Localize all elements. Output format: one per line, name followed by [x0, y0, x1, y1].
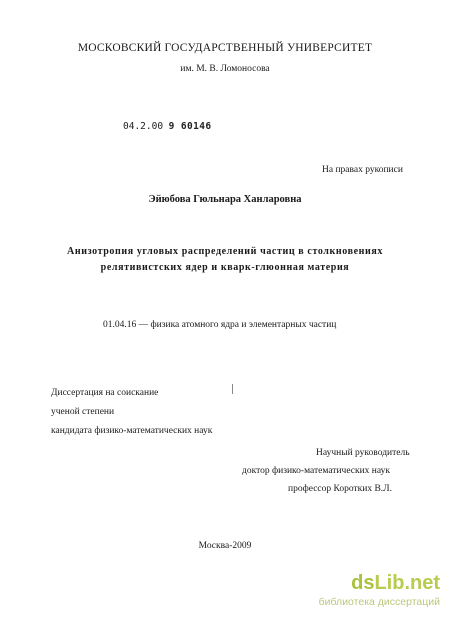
- manuscript-rights: На правах рукописи: [322, 165, 403, 175]
- dissertation-line-2: ученой степени: [51, 407, 115, 417]
- city-year: Москва-2009: [198, 541, 252, 551]
- watermark-logo-prefix: ds: [351, 572, 375, 594]
- named-after: им. М. В. Ломоносова: [180, 64, 270, 74]
- watermark-subtitle: библиотека диссертаций: [318, 596, 440, 608]
- scan-mark: [232, 384, 233, 394]
- watermark-logo-suffix: Lib.net: [374, 572, 440, 594]
- supervisor-line-3: профессор Коротких В.Л.: [288, 484, 392, 494]
- thesis-title-line-1: Анизотропия угловых распределений частиц в столкновениях: [67, 246, 383, 257]
- specialty-code: 01.04.16 — физика атомного ядра и элементарных частиц: [103, 320, 337, 330]
- author-name: Эйюбова Гюльнара Ханларовна: [148, 194, 302, 205]
- dissertation-line-3: кандидата физико-математических наук: [51, 426, 213, 436]
- dissertation-line-1: Диссертация на соискание: [51, 388, 159, 398]
- thesis-title-line-2: релятивистских ядер и кварк-глюонная материя: [100, 262, 350, 273]
- stamp-code-1: 04.2.00: [123, 121, 164, 132]
- supervisor-line-2: доктор физико-математических наук: [242, 466, 390, 476]
- library-stamp: [123, 121, 212, 132]
- supervisor-line-1: Научный руководитель: [316, 448, 410, 458]
- stamp-code-2: 9 60146: [168, 121, 212, 132]
- watermark-logo[interactable]: [310, 572, 440, 594]
- university-name: МОСКОВСКИЙ ГОСУДАРСТВЕННЫЙ УНИВЕРСИТЕТ: [77, 42, 373, 54]
- watermark[interactable]: [310, 572, 440, 609]
